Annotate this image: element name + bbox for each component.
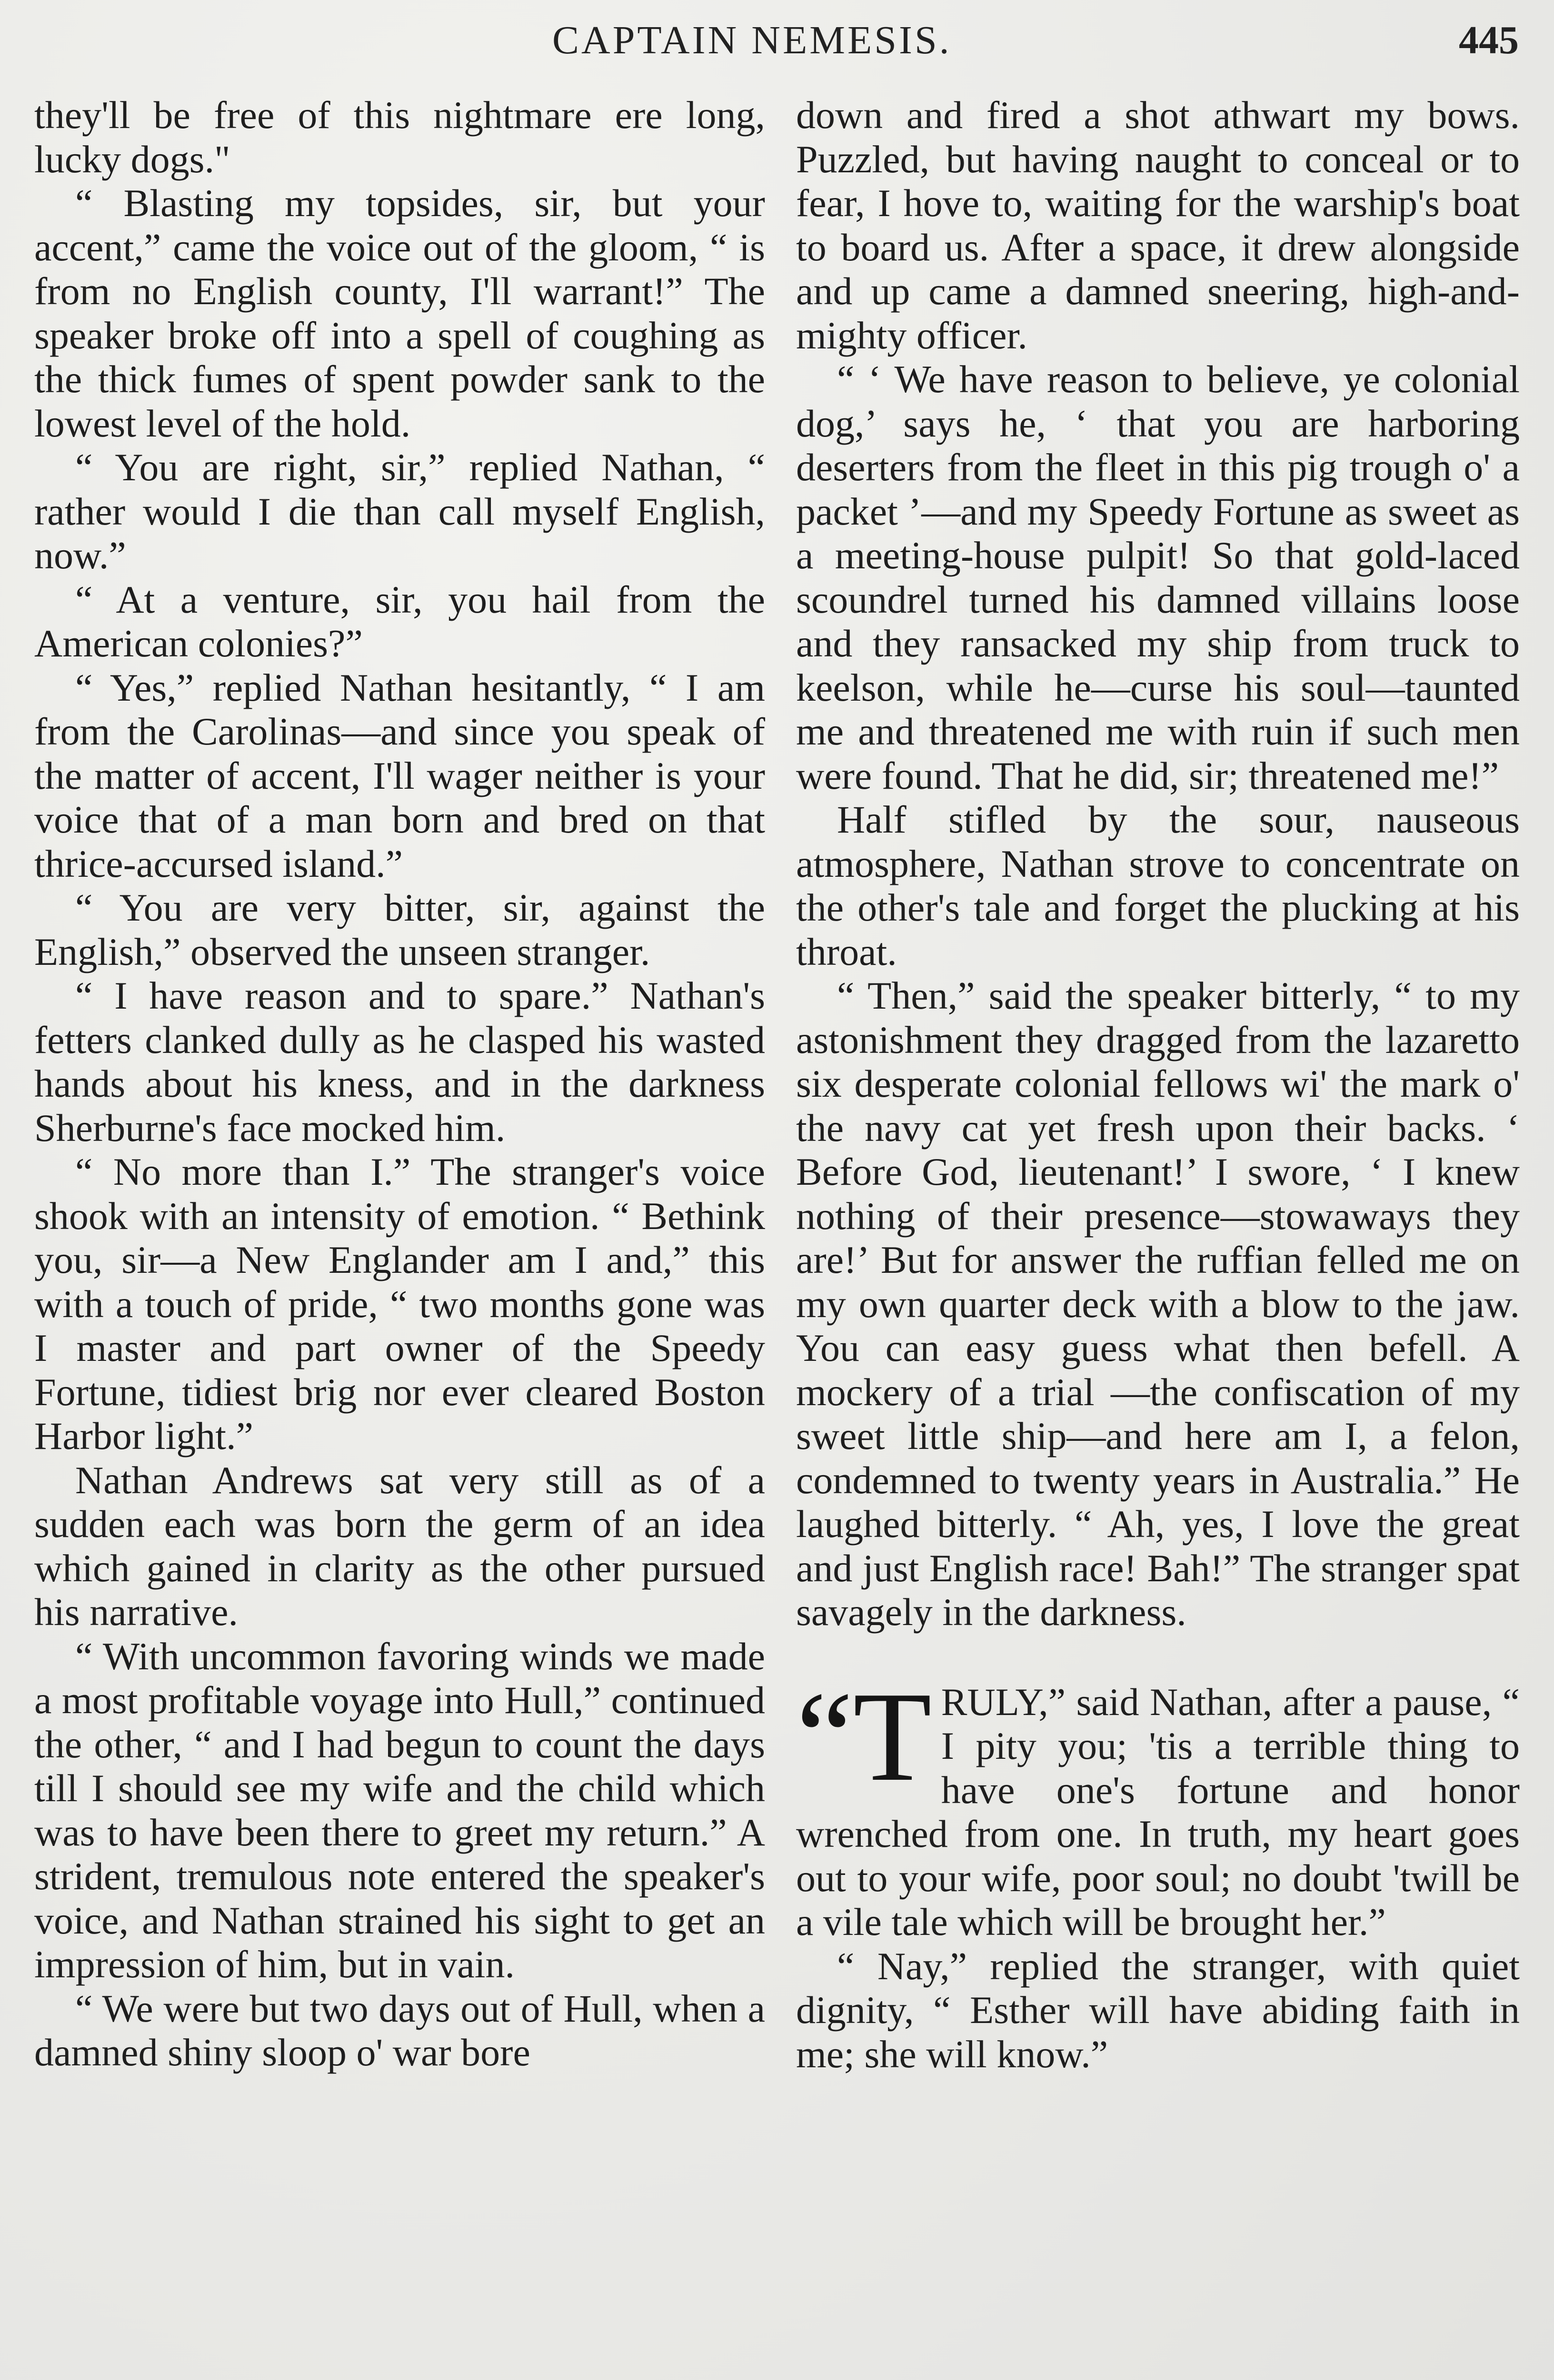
paragraph: “ ‘ We have reason to believe, ye colonial dog,’ says he, ‘ that you are harboring deserters from the fleet in this pig trough o' a packet ’—and my Speedy Fortune as sweet as a meeting-house pulpit! So that gold-laced scoundrel turned his damned villains loose and they ransacked my ship from truck to keelson, while he—curse his soul—taunted me and threatened me with ruin if such men were found. That he did, sir; threatened me!” — [796, 357, 1520, 797]
drop-cap-letter: T — [853, 1665, 932, 1808]
paragraph: “ At a venture, sir, you hail from the American colonies?” — [34, 577, 765, 665]
drop-cap — [796, 1665, 932, 1808]
dropcap-paragraph-text: RULY,” said Nathan, after a pause, “ I pity you; 'tis a terrible thing to have one's fortune and honor wrenched from one. In truth, my heart goes out to your wife, poor soul; no doubt 'twill be a vile tale which will be brought her.” — [796, 1680, 1520, 1944]
paragraph: Half stifled by the sour, nauseous atmosphere, Nathan strove to concentrate on the other's tale and forget the plucking at his throat. — [796, 798, 1520, 973]
paragraph: “ Nay,” replied the stranger, with quiet dignity, “ Esther will have abiding faith in me; she will know.” — [796, 1944, 1520, 2076]
left-column — [34, 93, 765, 2075]
running-head — [0, 13, 1554, 70]
paragraph: “ You are very bitter, sir, against the English,” observed the unseen stranger. — [34, 886, 765, 973]
paragraph: “ No more than I.” The stranger's voice shook with an intensity of emotion. “ Bethink you, sir—a New Englander am I and,” this with a touch of pride, “ two months gone was I master and part owner of the Speedy Fortune, tidiest brig nor ever cleared Boston Harbor light.” — [34, 1150, 765, 1458]
paragraph: down and fired a shot athwart my bows. Puzzled, but having naught to conceal or to fear, I hove to, waiting for the warship's boat to board us. After a space, it drew alongside and up came a damned sneering, high-and-mighty officer. — [796, 93, 1520, 357]
paragraph: “ We were but two days out of Hull, when a damned shiny sloop o' war bore — [34, 1986, 765, 2074]
dropcap-paragraph — [796, 1665, 1520, 1944]
paragraph: “ I have reason and to spare.” Nathan's fetters clanked dully as he clasped his wasted hands about his kness, and in the darkness Sherburne's face mocked him. — [34, 974, 765, 1150]
paragraph: “ You are right, sir,” replied Nathan, “ rather would I die than call myself English, now.” — [34, 446, 765, 577]
paragraph: “ Blasting my topsides, sir, but your accent,” came the voice out of the gloom, “ is from no English county, I'll warrant!” The speaker broke off into a spell of coughing as the thick fumes of spent powder sank to the lowest level of the hold. — [34, 181, 765, 445]
paragraph: they'll be free of this nightmare ere long, lucky dogs." — [34, 93, 765, 181]
paragraph: “ Yes,” replied Nathan hesitantly, “ I am from the Carolinas—and since you speak of the matter of accent, I'll wager neither is your voice that of a man born and bred on that thrice-accursed island.” — [34, 665, 765, 885]
paragraph: Nathan Andrews sat very still as of a sudden each was born the germ of an idea which gained in clarity as the other pursued his narrative. — [34, 1458, 765, 1634]
drop-cap-quote: “ — [796, 1665, 853, 1808]
right-column — [796, 93, 1520, 2076]
paragraph: “ With uncommon favoring winds we made a most profitable voyage into Hull,” continued the other, “ and I had begun to count the days till I should see my wife and the child which was to have been there to greet my return.” A strident, tremulous note entered the speaker's voice, and Nathan strained his sight to get an impression of him, but in vain. — [34, 1634, 765, 1986]
page-number: 445 — [1459, 18, 1519, 62]
paragraph: “ Then,” said the speaker bitterly, “ to my astonishment they dragged from the lazaretto six desperate colonial fellows wi' the mark o' the navy cat yet fresh upon their backs. ‘ Before God, lieutenant!’ I swore, ‘ I knew nothing of their presence—stowaways they are!’ But for answer the ruffian felled me on my own quarter deck with a blow to the jaw. You can easy guess what then befell. A mockery of a trial —the confiscation of my sweet little ship—and here am I, a felon, condemned to twenty years in Australia.” He laughed bitterly. “ Ah, yes, I love the great and just English race! Bah!” The stranger spat savagely in the darkness. — [796, 974, 1520, 1634]
running-title: CAPTAIN NEMESIS. — [552, 18, 952, 62]
